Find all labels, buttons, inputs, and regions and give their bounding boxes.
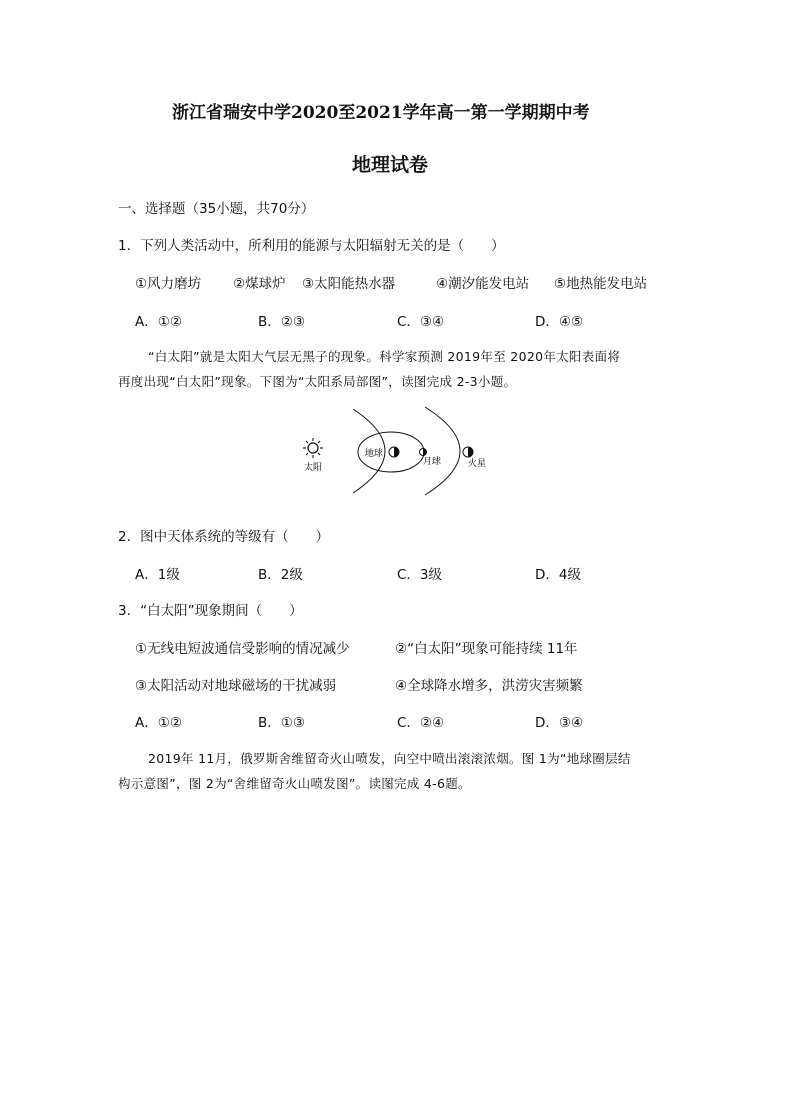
question-3-item: ④全球降水增多，洪涝灾害频繁 [395, 678, 583, 694]
mars-icon [463, 447, 473, 457]
sun-label: 太阳 [304, 463, 323, 473]
question-3-option-c: C．②④ [397, 715, 445, 731]
question-2-stem: 2．图中天体系统的等级有（ ） [118, 529, 330, 545]
question-2-option-d: D．4级 [535, 567, 581, 583]
exam-title: 浙江省瑞安中学2020至2021学年高一第一学期期中考 [172, 103, 590, 123]
question-1-item: ④潮汐能发电站 [436, 276, 530, 292]
passage-2-line-2: 构示意图”，图 2为“舍维留奇火山喷发图”。读图完成 4-6题。 [118, 776, 471, 791]
earth-icon [389, 447, 399, 457]
question-1-option-c: C．③④ [397, 314, 445, 330]
question-1-option-a: A．①② [135, 314, 182, 330]
question-1-item: ③太阳能热水器 [302, 276, 396, 292]
question-3-item: ③太阳活动对地球磁场的干扰减弱 [135, 678, 337, 694]
solar-system-diagram [295, 405, 505, 497]
question-3-item: ①无线电短波通信受影响的情况减少 [135, 641, 350, 657]
passage-1-line-1: “白太阳”就是太阳大气层无黑子的现象。科学家预测 2019年至 2020年太阳表面将 [148, 349, 621, 364]
question-2-option-c: C．3级 [397, 567, 443, 583]
exam-subtitle: 地理试卷 [352, 154, 429, 176]
mars-label: 火星 [468, 459, 487, 469]
moon-icon [420, 449, 427, 456]
moon-label: 月球 [423, 457, 442, 467]
passage-1-line-2: 再度出现“白太阳”现象。下图为“太阳系局部图”，读图完成 2-3小题。 [118, 374, 517, 389]
question-1-item: ②煤球炉 [233, 276, 286, 292]
question-1-item: ⑤地热能发电站 [554, 276, 648, 292]
question-1-option-d: D．④⑤ [535, 314, 584, 330]
question-3-option-d: D．③④ [535, 715, 584, 731]
mars-orbit [425, 407, 460, 495]
passage-2-line-1: 2019年 11月，俄罗斯舍维留奇火山喷发，向空中喷出滚滚浓烟。图 1为“地球圈层结 [148, 751, 631, 766]
question-1-option-b: B．②③ [258, 314, 305, 330]
earth-label: 地球 [365, 449, 384, 459]
sun-icon [303, 438, 323, 458]
question-1-stem: 1．下列人类活动中，所利用的能源与太阳辐射无关的是（ ） [118, 238, 505, 254]
question-3-option-a: A．①② [135, 715, 182, 731]
question-1-item: ①风力磨坊 [135, 276, 202, 292]
question-3-option-b: B．①③ [258, 715, 305, 731]
question-3-stem: 3．“白太阳”现象期间（ ） [118, 603, 303, 619]
question-3-item: ②“白太阳”现象可能持续 11年 [395, 641, 578, 657]
section-heading: 一、选择题（35小题，共70分） [118, 201, 315, 217]
question-2-option-a: A．1级 [135, 567, 180, 583]
question-2-option-b: B．2级 [258, 567, 303, 583]
